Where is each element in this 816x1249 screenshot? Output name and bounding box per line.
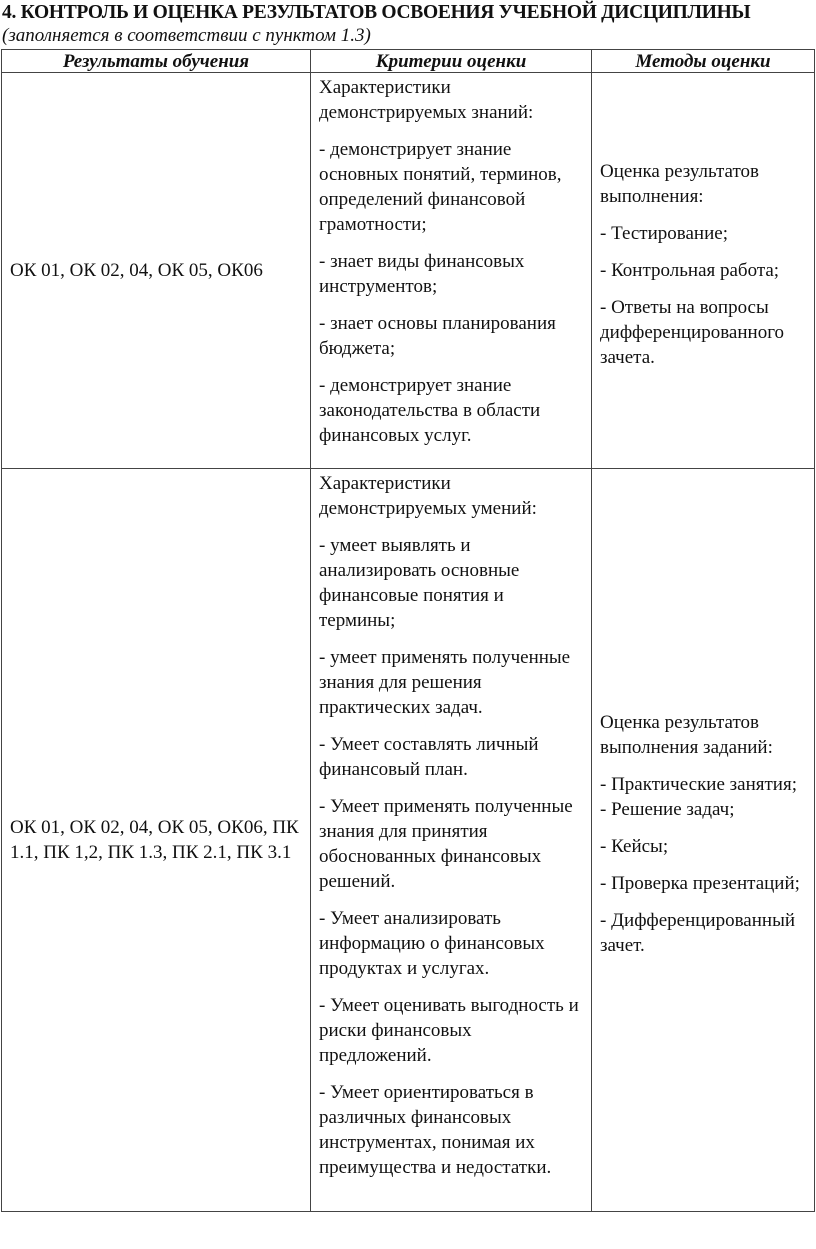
method-item: - Тестирование; [600,223,728,244]
criteria-item: - Умеет оценивать выгодность и риски финансовых предложений. [319,995,579,1066]
method-item: - Ответы на вопросы дифференцированного зачета. [600,297,785,368]
methods-cell [592,73,815,469]
results-cell: ОК 01, ОК 02, 04, ОК 05, ОК06, ПК 1.1, ПК 1,2, ПК 1.3, ПК 2.1, ПК 3.1 [2,469,311,1212]
section-title: 4. КОНТРОЛЬ И ОЦЕНКА РЕЗУЛЬТАТОВ ОСВОЕНИЯ УЧЕБНОЙ ДИСЦИПЛИНЫ [2,2,751,23]
criteria-item: - знает основы планирования бюджета; [319,313,556,359]
criteria-item: Характеристики демонстрируемых знаний: [319,77,534,123]
method-item: Оценка результатов выполнения: [600,161,759,207]
assessment-table [1,49,815,1212]
criteria-item: - Умеет применять полученные знания для принятия обоснованных финансовых решений. [319,796,573,892]
method-item: - Контрольная работа; [600,260,780,281]
criteria-item: - умеет выявлять и анализировать основные финансовые понятия и термины; [319,535,520,631]
criteria-item: Характеристики демонстрируемых умений: [319,473,537,519]
method-item: - Проверка презентаций; [600,873,800,894]
method-item: - Кейсы; [600,836,669,857]
table-header-row [2,50,815,73]
header-criteria: Критерии оценки [311,50,592,73]
criteria-item: - Умеет анализировать информацию о финансовых продуктах и услугах. [319,908,545,979]
table-row [2,469,815,1212]
criteria-item: - демонстрирует знание законодательства в области финансовых услуг. [319,375,541,446]
table-row [2,73,815,469]
criteria-cell [311,73,592,469]
criteria-item: - Умеет составлять личный финансовый план. [319,734,539,780]
methods-cell [592,469,815,1212]
criteria-item: - Умеет ориентироваться в различных финансовых инструментах, понимая их преимущества и недостатки. [319,1082,552,1178]
section-subtitle: (заполняется в соответствии с пунктом 1.3) [2,25,371,46]
criteria-item: - умеет применять полученные знания для решения практических задач. [319,647,571,718]
method-item: - Практические занятия; - Решение задач; [600,774,797,820]
method-item: Оценка результатов выполнения заданий: [600,712,773,758]
results-cell: ОК 01, ОК 02, 04, ОК 05, ОК06 [2,73,311,469]
header-methods: Методы оценки [592,50,815,73]
method-item: - Дифференцированный зачет. [600,910,796,956]
header-results: Результаты обучения [2,50,311,73]
criteria-item: - демонстрирует знание основных понятий, терминов, определений финансовой грамотности; [319,139,562,235]
criteria-item: - знает виды финансовых инструментов; [319,251,525,297]
criteria-cell [311,469,592,1212]
